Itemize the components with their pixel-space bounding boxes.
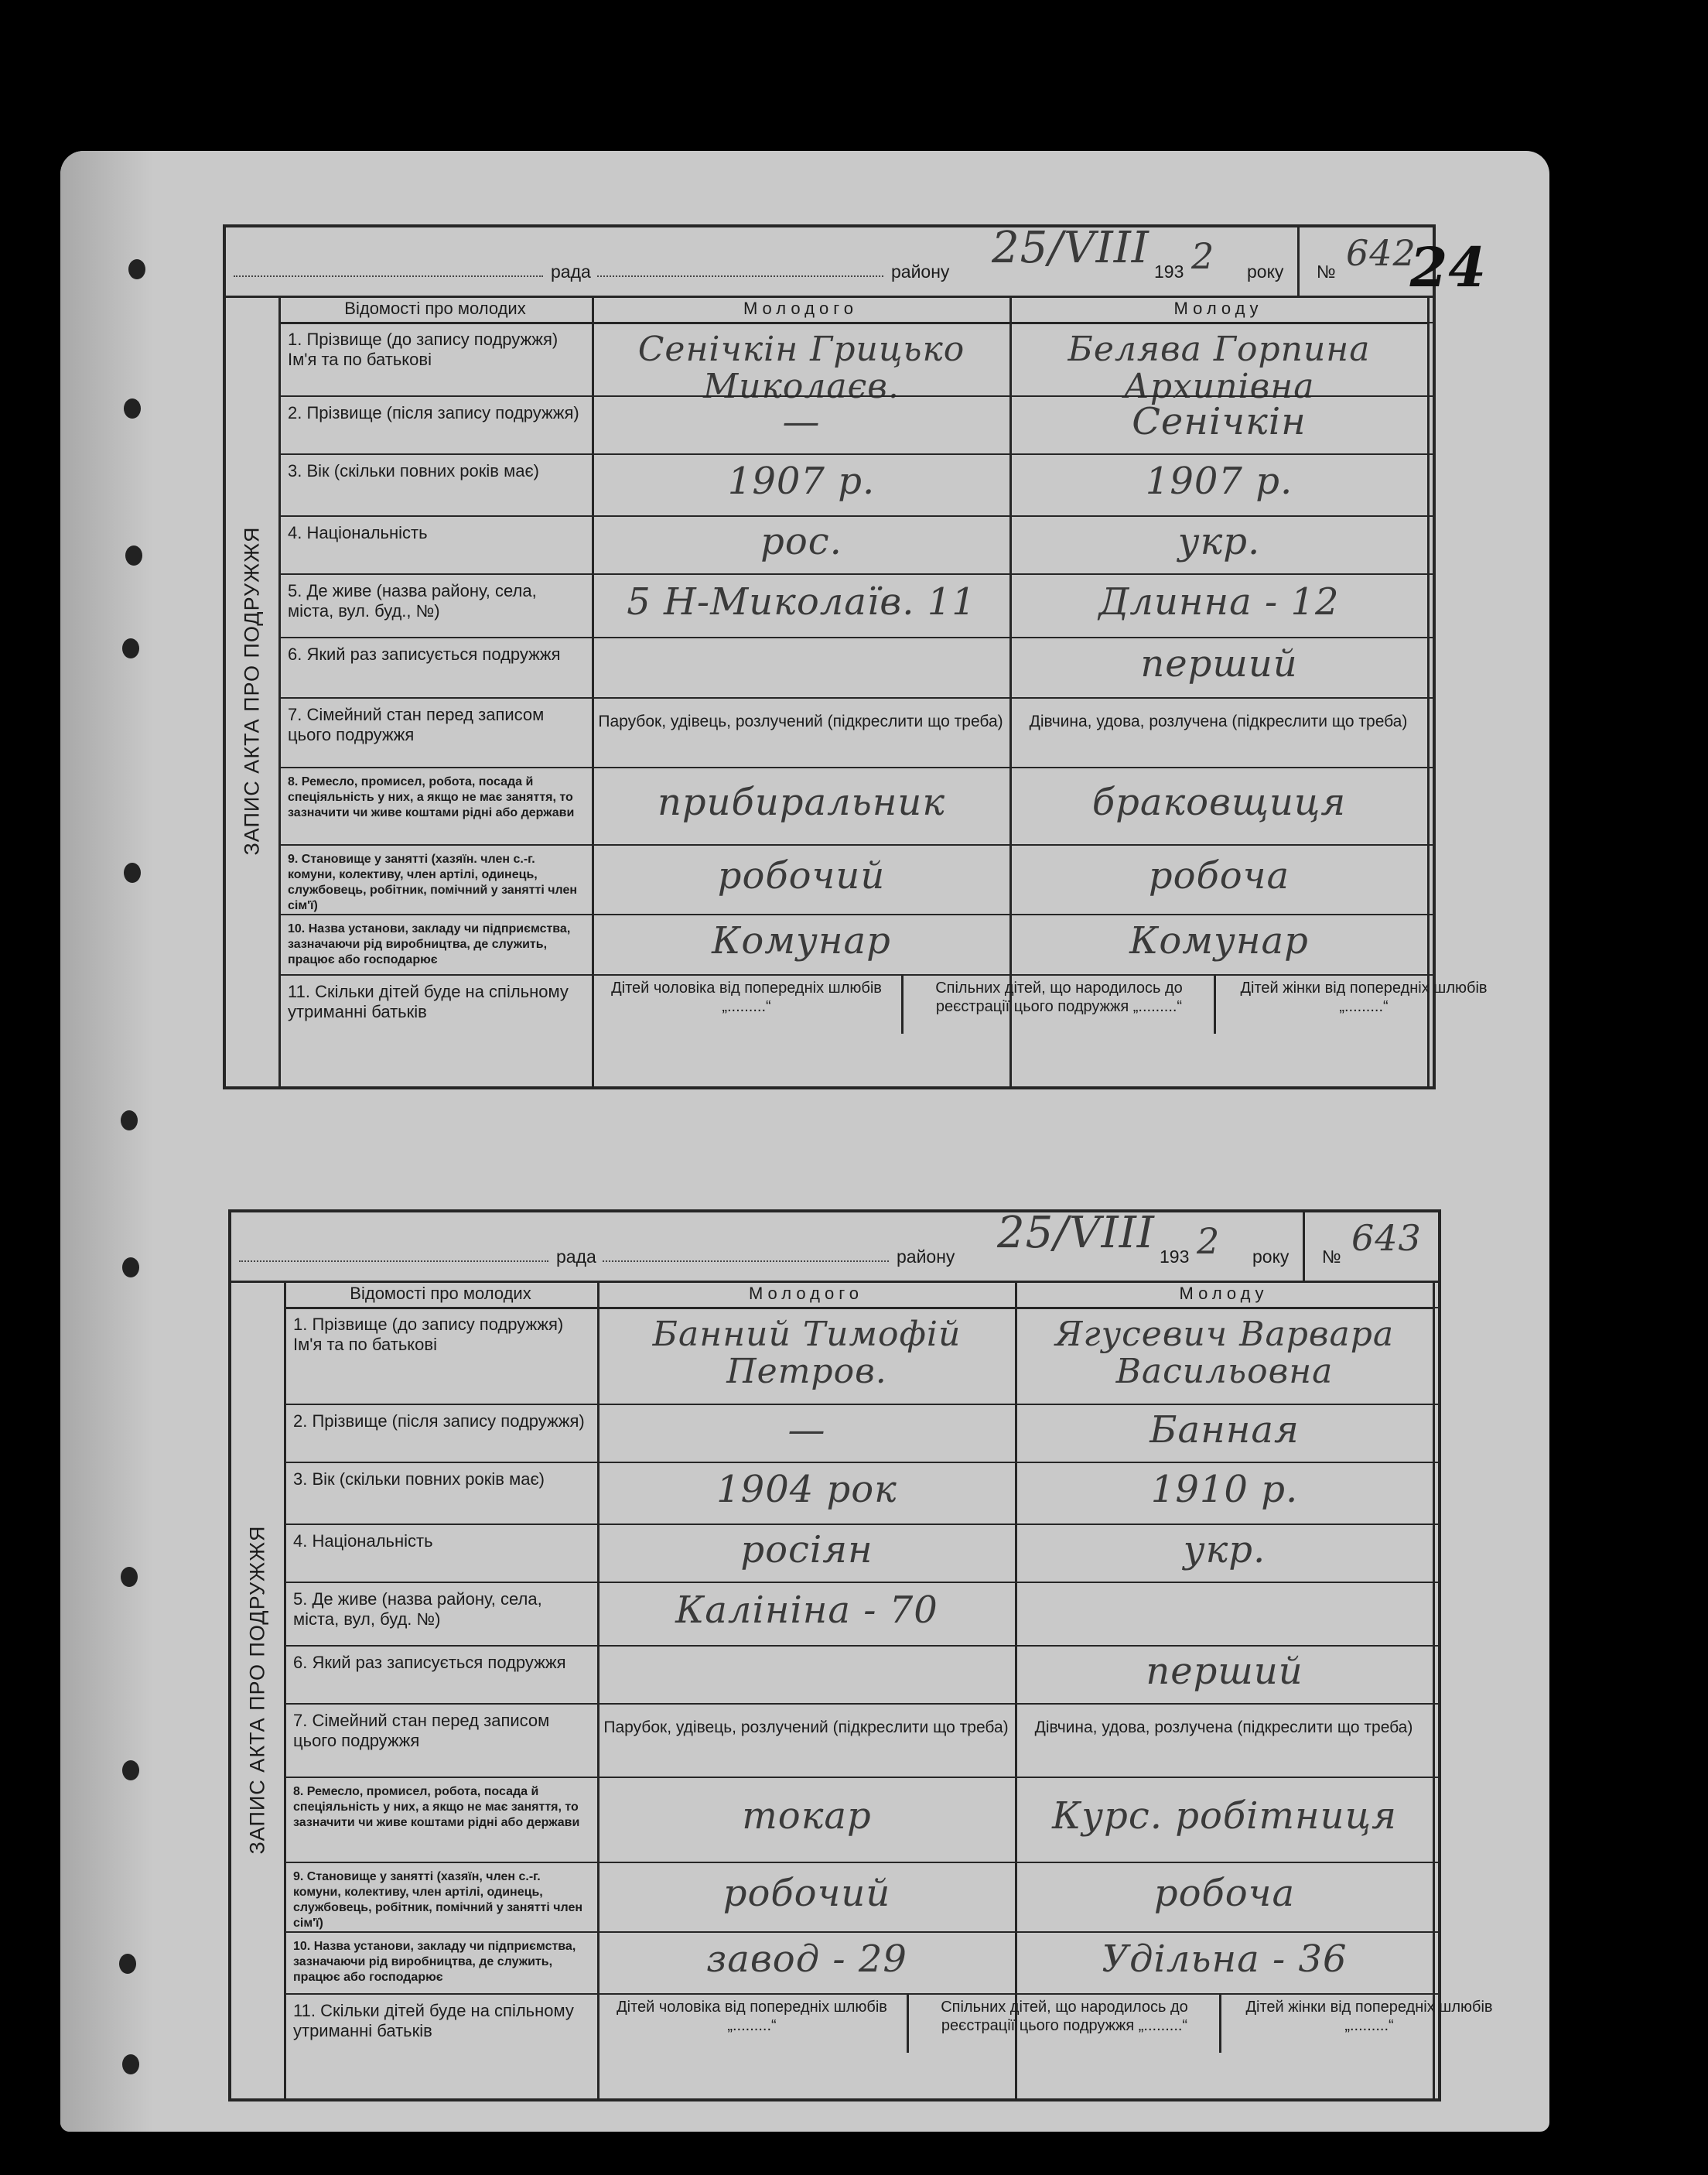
handwritten-year: 2: [1197, 1220, 1221, 1262]
groom-handwritten-entry: —: [787, 1407, 826, 1452]
groom-handwritten-entry: 1904 рок: [716, 1468, 897, 1511]
punch-hole: [119, 1954, 136, 1974]
column-divider: [901, 976, 904, 1034]
question-label: 9. Становище у занятті (хазяїн. член с.-г. комуни, колективу, член артілі, одинець, службовець, робітник, помічний у занятті член сім'ї): [288, 853, 578, 912]
groom-marital-options: Парубок, удівець, розлучений (підкреслити що треба): [603, 1718, 1009, 1736]
groom-handwritten-entry: —: [782, 399, 821, 443]
record-row: [284, 1703, 1438, 1778]
record-row: [284, 1462, 1438, 1525]
column-header-groom: Молодого: [597, 1281, 1015, 1309]
column-header-groom: Молодого: [592, 296, 1009, 324]
dotted-line: [597, 275, 883, 277]
side-title: ЗАПИС АКТА ПРО ПОДРУЖЖЯ: [240, 526, 264, 856]
bride-handwritten-entry: Сенічкін: [1132, 399, 1307, 443]
bride-handwritten-entry: 1907 р.: [1145, 460, 1293, 503]
bride-handwritten-entry: Банная: [1149, 1407, 1300, 1452]
number-label: №: [1317, 262, 1336, 282]
handwritten-date: 25/VIII: [992, 223, 1149, 273]
record-row: [278, 395, 1433, 455]
punch-hole: [121, 1567, 138, 1587]
dotted-line: [239, 1260, 548, 1262]
record-number-box: [1303, 1212, 1438, 1281]
common-children-field: Спільних дітей, що народилось до реєстрації цього подружжя „.........“: [941, 1999, 1188, 2034]
common-children-field: Спільних дітей, що народилось до реєстрації цього подружжя „.........“: [935, 980, 1183, 1015]
record-row: [284, 1307, 1438, 1405]
record-row: [278, 844, 1433, 915]
column-divider: [1214, 976, 1216, 1034]
groom-handwritten-entry: Сенічкін Грицько Миколаєв.: [637, 330, 965, 406]
year-prefix: 193: [1154, 262, 1184, 282]
question-label: 4. Національність: [288, 523, 428, 542]
year-label: року: [1252, 1247, 1290, 1267]
year-label: року: [1247, 262, 1284, 282]
punch-hole: [122, 1257, 139, 1277]
question-label: 7. Сімейний стан перед записом цього подружжя: [293, 1711, 550, 1750]
dotted-line: [603, 1260, 889, 1262]
raion-label: району: [891, 262, 950, 282]
groom-handwritten-entry: 5 Н-Миколаїв. 11: [627, 580, 976, 624]
year-prefix: 193: [1160, 1247, 1190, 1267]
bride-handwritten-entry: 1910 р.: [1150, 1468, 1299, 1511]
side-title-strip: [226, 296, 281, 1086]
groom-children-field: Дітей чоловіка від попередніх шлюбів „.........“: [611, 980, 882, 1015]
record-row: [284, 1582, 1438, 1647]
question-label: 3. Вік (скільки повних років має): [288, 461, 540, 480]
column-divider: [907, 1995, 909, 2053]
punch-hole: [122, 638, 139, 658]
question-label: 10. Назва установи, закладу чи підприємства, зазначаючи рід виробництва, де служить, працює або господарює: [293, 1940, 576, 1984]
record-row: [284, 1993, 1493, 2053]
groom-handwritten-entry: токар: [742, 1794, 872, 1838]
column-divider: [1219, 1995, 1221, 2053]
question-label: 8. Ремесло, промисел, робота, посада й спеціяльність у них, а якщо не має заняття, то зазначити чи живе коштами рідні або держави: [293, 1785, 580, 1829]
bride-handwritten-entry: робоча: [1148, 854, 1290, 898]
groom-handwritten-entry: завод - 29: [706, 1937, 907, 1981]
bride-handwritten-entry: Белява Горпина Архипівна: [1068, 330, 1371, 406]
question-label: 1. Прізвище (до запису подружжя) Ім'я та по батькові: [293, 1315, 564, 1354]
question-label: 6. Який раз записується подружжя: [288, 645, 561, 664]
groom-marital-options: Парубок, удівець, розлучений (підкреслити що треба): [598, 713, 1003, 730]
punch-hole: [124, 863, 141, 883]
bride-handwritten-entry: браковщиця: [1091, 781, 1347, 824]
raion-label: району: [897, 1247, 955, 1267]
question-label: 9. Становище у занятті (хазяїн, член с.-г. комуни, колективу, член артілі, одинець, службовець, робітник, помічний у занятті член сім'ї): [293, 1870, 583, 1930]
punch-hole: [128, 259, 145, 279]
side-title-strip: [231, 1281, 286, 2098]
punch-hole: [122, 2054, 139, 2074]
question-label: 5. Де живе (назва району, села, міста, вул. буд., №): [288, 581, 537, 621]
bride-handwritten-entry: перший: [1146, 1649, 1303, 1693]
column-header-bride: Молоду: [1015, 1281, 1433, 1309]
bride-marital-options: Дівчина, удова, розлучена (підкреслити що треба): [1034, 1718, 1413, 1736]
record-row: [284, 1931, 1438, 1995]
bride-handwritten-entry: укр.: [1183, 1527, 1266, 1571]
form-header: [231, 1208, 1438, 1283]
question-label: 2. Прізвище (після запису подружжя): [293, 1411, 585, 1431]
rada-label: рада: [551, 262, 591, 282]
record-row: [278, 322, 1433, 406]
rada-label: рада: [556, 1247, 596, 1267]
marriage-record-form: [223, 223, 1488, 1089]
number-label: №: [1322, 1247, 1341, 1267]
record-row: [278, 573, 1433, 638]
handwritten-year: 2: [1191, 235, 1215, 277]
bride-handwritten-entry: Длинна - 12: [1098, 580, 1340, 624]
side-title: ЗАПИС АКТА ПРО ПОДРУЖЖЯ: [245, 1524, 269, 1855]
bride-handwritten-entry: робоча: [1153, 1872, 1296, 1915]
question-label: 7. Сімейний стан перед записом цього подружжя: [288, 705, 545, 744]
groom-handwritten-entry: росіян: [740, 1527, 873, 1571]
column-header-info: Відомості про молодих: [278, 296, 592, 324]
handwritten-page-number: 24: [1409, 235, 1487, 299]
groom-handwritten-entry: Банний Тимофій Петров.: [652, 1315, 962, 1391]
question-label: 2. Прізвище (після запису подружжя): [288, 403, 579, 422]
question-label: 11. Скільки дітей буде на спільному утриманні батьків: [293, 2001, 574, 2040]
record-row: [284, 1524, 1438, 1583]
question-label: 11. Скільки дітей буде на спільному утриманні батьків: [288, 982, 569, 1021]
groom-children-field: Дітей чоловіка від попередніх шлюбів „.........“: [617, 1999, 887, 2034]
record-row: [278, 767, 1433, 846]
bride-handwritten-entry: перший: [1140, 642, 1298, 686]
groom-handwritten-entry: робочий: [722, 1872, 891, 1915]
bride-children-field: Дітей жінки від попередніх шлюбів „.........“: [1240, 980, 1488, 1015]
bride-handwritten-entry: Курс. робітниця: [1052, 1794, 1397, 1838]
dotted-line: [234, 275, 543, 277]
record-row: [278, 914, 1433, 976]
bride-children-field: Дітей жінки від попередніх шлюбів „.........“: [1245, 1999, 1493, 2034]
groom-handwritten-entry: прибиральник: [658, 781, 945, 824]
marriage-record-form: [228, 1208, 1493, 2101]
handwritten-date: 25/VIII: [997, 1208, 1155, 1258]
question-label: 5. Де живе (назва району, села, міста, вул, буд. №): [293, 1589, 542, 1629]
question-label: 3. Вік (скільки повних років має): [293, 1469, 545, 1489]
bride-handwritten-entry: Ягусевич Варвара Васильовна: [1054, 1315, 1395, 1391]
record-row: [278, 974, 1488, 1034]
handwritten-record-number: 643: [1351, 1217, 1422, 1259]
question-label: 6. Який раз записується подружжя: [293, 1653, 566, 1672]
record-row: [278, 453, 1433, 517]
bride-handwritten-entry: Удільна - 36: [1102, 1937, 1348, 1981]
groom-handwritten-entry: Калініна - 70: [675, 1589, 938, 1632]
question-label: 1. Прізвище (до запису подружжя) Ім'я та по батькові: [288, 330, 559, 369]
record-row: [284, 1777, 1438, 1863]
handwritten-record-number: 642: [1346, 232, 1416, 274]
bride-marital-options: Дівчина, удова, розлучена (підкреслити що треба): [1029, 713, 1408, 730]
record-row: [278, 637, 1433, 699]
column-header-bride: Молоду: [1009, 296, 1427, 324]
record-row: [284, 1862, 1438, 1933]
groom-handwritten-entry: Комунар: [712, 919, 891, 963]
punch-hole: [122, 1760, 139, 1780]
bride-handwritten-entry: укр.: [1177, 519, 1261, 563]
column-header-info: Відомості про молодих: [284, 1281, 597, 1309]
question-label: 4. Національність: [293, 1531, 433, 1551]
question-label: 8. Ремесло, промисел, робота, посада й спеціяльність у них, а якщо не має заняття, то зазначити чи живе коштами рідні або держави: [288, 775, 575, 819]
form-header: [226, 223, 1487, 299]
bride-handwritten-entry: Комунар: [1129, 919, 1309, 963]
record-row: [284, 1404, 1438, 1463]
question-label: 10. Назва установи, закладу чи підприємства, зазначаючи рід виробництва, де служить, працює або господарює: [288, 922, 571, 966]
groom-handwritten-entry: рос.: [760, 519, 842, 563]
punch-hole: [125, 545, 142, 566]
punch-hole: [121, 1110, 138, 1130]
groom-handwritten-entry: робочий: [717, 854, 886, 898]
record-row: [284, 1645, 1438, 1705]
punch-hole: [124, 398, 141, 419]
groom-handwritten-entry: 1907 р.: [727, 460, 876, 503]
record-row: [278, 697, 1433, 768]
record-row: [278, 515, 1433, 575]
